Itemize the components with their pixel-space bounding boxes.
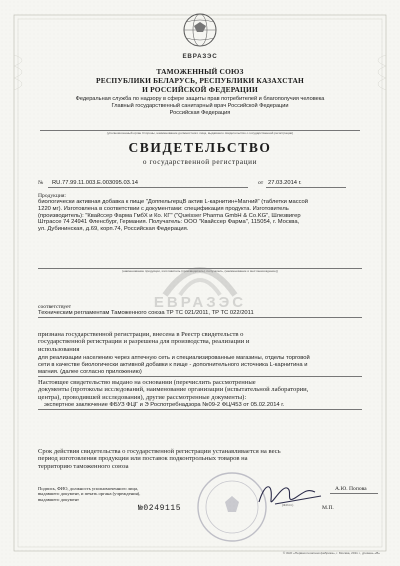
watermark-text: ЕВРАЗЭС [153,294,247,311]
product-description [38,199,364,233]
basis-line: центра), проводившей исследования), другие рассмотренные документы): [38,393,247,401]
basis-text [38,379,364,401]
usage-line: для реализации населению через аптечную сеть и специализированные магазины, отделы торговой [38,355,310,361]
serial-number: №0249115 [138,504,182,513]
header-union: ТАМОЖЕННЫЙ СОЮЗ [156,67,244,76]
date-label: от [258,180,264,186]
basis-line: Настоящее свидетельство выдано на основании (перечислить рассмотренные [38,379,256,386]
signatory-line: выдавшего документ, и печать органа (учреждения), [38,491,141,497]
header-federation: И РОССИЙСКОЙ ФЕДЕРАЦИИ [142,85,258,94]
emblem-logo [170,12,230,60]
date-underline [266,187,346,188]
certificate-title: СВИДЕТЕЛЬСТВО [128,140,272,155]
signatory-line: выдавшего документ [38,496,80,502]
product-label: Продукция: [38,193,66,199]
printer-footer: © ЗАО «Первая печатная фабрика», г. Москва, 2011 г., уровень «В» [282,551,380,555]
registration-number: RU.77.99.11.003.Е.003095.03.14 [52,180,138,186]
registration-date: 27.03.2014 г. [268,180,302,186]
header-republics: РЕСПУБЛИКИ БЕЛАРУСЬ, РЕСПУБЛИКИ КАЗАХСТАН [96,76,304,85]
certificate-subtitle: о государственной регистрации [142,158,258,166]
usage-underline [38,376,362,377]
number-underline [48,187,248,188]
product-line: биологически активная добавка к пище "ДоппельгерцВ актив L-карнитин+Магний" (таблетки массой [38,199,309,205]
product-line: ул. Дубининская, д.69, корп.74, Российская Федерация. [38,226,189,233]
product-line: Штрассе 74 24941 Фленсбург, Германия. Получатель: ООО "Квайссер Фарма", 115054, г. Москва, [38,219,300,226]
inclusion-statement [38,331,364,353]
name-underline [330,493,378,494]
eurasec-emblem-icon [170,12,230,48]
signatory-caption [38,486,188,502]
basis-underline [38,409,362,410]
validity-line: период изготовления продукции или поставок подконтрольных товаров на [38,455,248,463]
usage-line: сети в качестве биологически активной добавки к пище - дополнительного источника L-карнитина и [38,361,308,368]
usage-text [38,355,364,375]
basis-line: документы (протоколы исследований, наименование организации (испытательной лаборатории, [38,386,309,394]
product-line: (производитель): "Квайссер Фарма ГмбХ и Ко. КГ" ("Queisser Pharma GmbH & Co.KG", Шлезвигер [38,212,301,219]
conformity-label: соответствует [38,304,72,310]
watermark [145,255,255,315]
inclusion-line: использования [38,345,80,353]
expert-conclusion: экспертное заключение ФБУЗ ФЦГ и Э Роспотребнадзора №09-2 ФЦ/453 от 05.02.2014 г. [44,402,285,408]
number-label: № [38,180,44,186]
conformity-value: Техническим регламентам Таможенного союза ТР ТС 021/2011, ТР ТС 022/2011 [38,310,254,316]
validity-line: территорию таможенного союза [38,462,129,470]
validity-line: Срок действия свидетельства о государственной регистрации устанавливается на весь [38,448,281,455]
emblem-text: ЕВРАЗЭС [182,53,218,60]
conformity-underline [38,317,362,318]
usage-line: магния. (далее согласно приложению) [38,368,142,375]
agency-official: Главный государственный санитарный врач Российской Федерации [111,103,289,109]
signatory-line: Подпись, ФИО, должность уполномоченного лица, [38,486,139,491]
agency-country: Российская Федерация [169,110,231,116]
product-line: 1220 мг). Изготовлена в соответствии с документами: спецификация продукта. Изготовитель [38,205,289,212]
inclusion-line: государственной регистрации и разрешена для производства, реализации и [38,338,250,346]
validity-text [38,448,364,470]
name-caption: (Ф.И.О.) [282,503,294,507]
stamp-label: М.П. [322,505,334,511]
agency-name: Федеральная служба по надзору в сфере защиты прав потребителей и благополучия человека [75,96,325,102]
product-caption: (наименование продукции, изготовитель (производитель), получатель, (наименование и местонахождение)) [122,269,278,273]
signatory-name: А.Ю. Попова [335,486,367,492]
agency-caption: (уполномоченный орган Стороны, наименование должностного лица, выдавшего свидетельство о государственной регистрации) [106,131,294,135]
inclusion-line: признана государственной регистрации, внесена в Реестр свидетельств о [38,331,244,338]
